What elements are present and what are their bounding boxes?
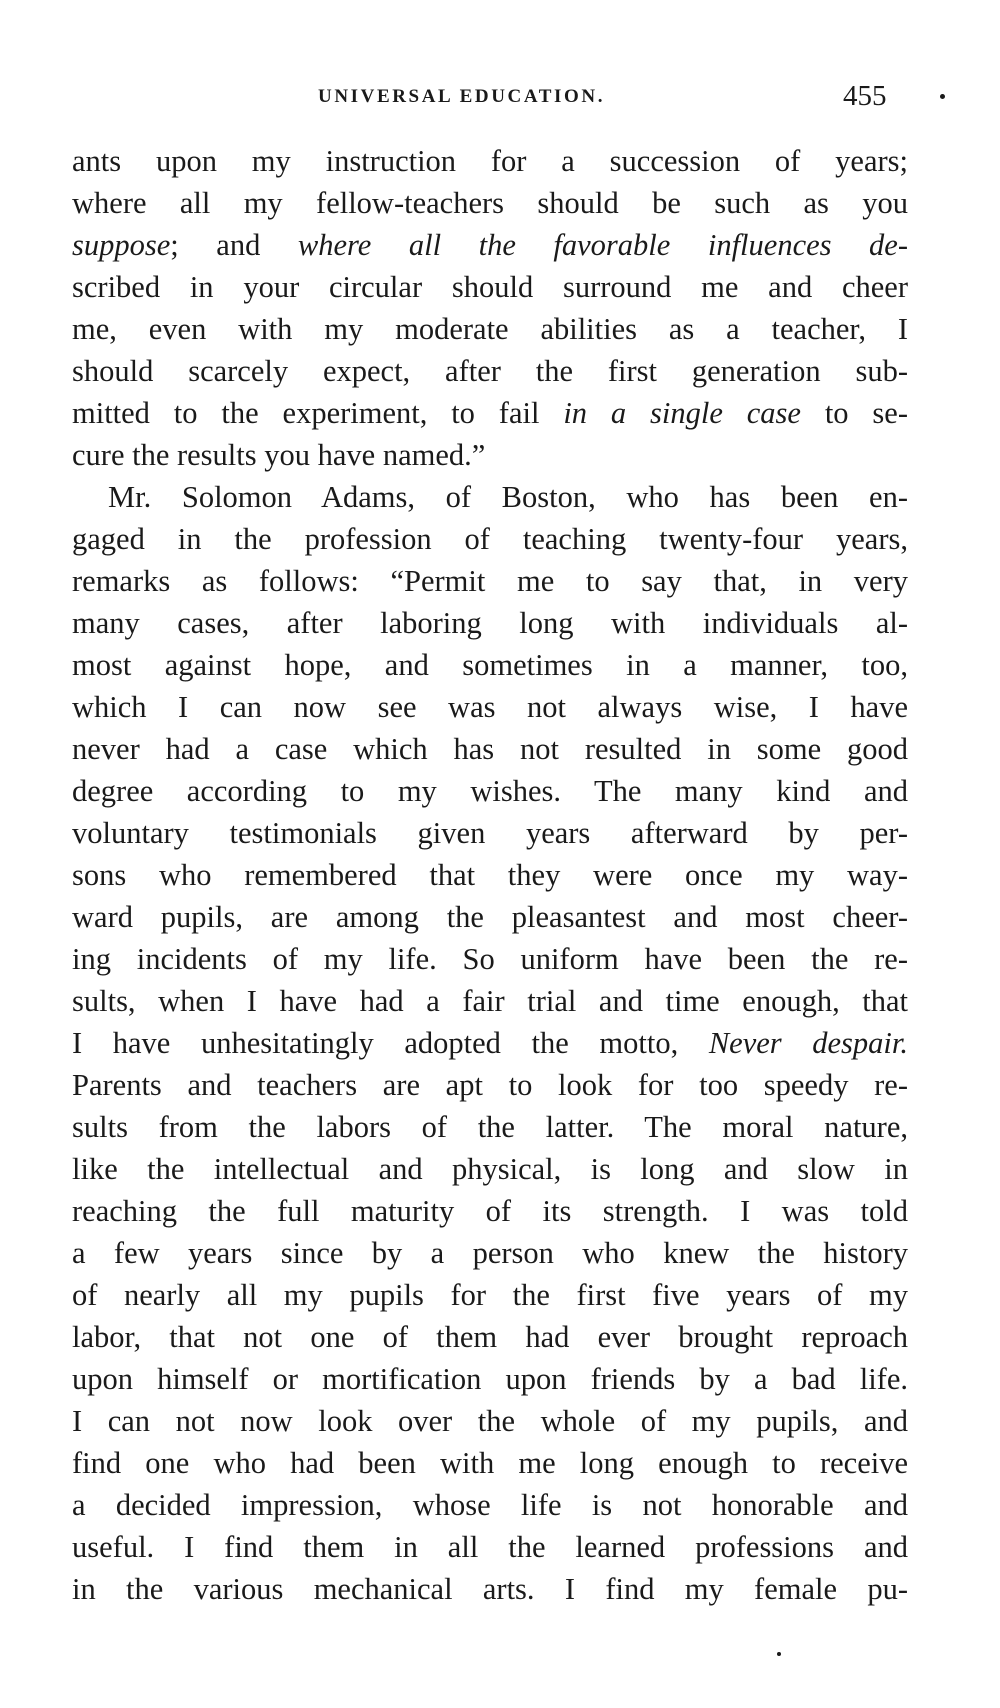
paragraph-solomon-adams — [72, 476, 908, 1610]
text-line: labor, that not one of them had ever brought reproach — [72, 1320, 908, 1354]
text-line: scribed in your circular should surround me and cheer — [72, 270, 908, 304]
body-text — [72, 140, 908, 1610]
text-line: where all my fellow-teachers should be such as you — [72, 186, 908, 220]
text-line: remarks as follows: “Permit me to say that, in very — [72, 564, 908, 598]
text-line: degree according to my wishes. The many kind and — [72, 774, 908, 808]
text-line: a decided impression, whose life is not honorable and — [72, 1488, 908, 1522]
text-line: ward pupils, are among the pleasantest and most cheer- — [72, 900, 908, 934]
text-line — [72, 224, 908, 266]
text-line: reaching the full maturity of its strength. I was told — [72, 1194, 908, 1228]
text-line: which I can now see was not always wise, I have — [72, 690, 908, 724]
text-line: upon himself or mortification upon friends by a bad life. — [72, 1362, 908, 1396]
ink-dot-mark — [777, 1652, 781, 1656]
text-line: Parents and teachers are apt to look for too speedy re- — [72, 1068, 908, 1102]
italic-text: suppose — [72, 228, 171, 262]
text-line — [72, 392, 908, 434]
text-line: gaged in the profession of teaching twenty-four years, — [72, 522, 908, 556]
page-number: 455 — [843, 80, 887, 112]
text-line: like the intellectual and physical, is long and slow in — [72, 1152, 908, 1186]
text-line: sults from the labors of the latter. The moral nature, — [72, 1110, 908, 1144]
text-line: should scarcely expect, after the first generation sub- — [72, 354, 908, 388]
text-line: sons who remembered that they were once my way- — [72, 858, 908, 892]
text-fragment: to se- — [800, 396, 908, 430]
running-title: UNIVERSAL EDUCATION. — [318, 86, 606, 107]
paragraph-continued — [72, 140, 908, 476]
text-line: ing incidents of my life. So uniform have been the re- — [72, 942, 908, 976]
text-line: a few years since by a person who knew the history — [72, 1236, 908, 1270]
text-line: useful. I find them in all the learned professions and — [72, 1530, 908, 1564]
italic-text: where all the favorable influences de- — [297, 228, 909, 262]
text-fragment: I have unhesitatingly adopted the motto, — [72, 1026, 709, 1060]
text-line: voluntary testimonials given years afterward by per- — [72, 816, 908, 850]
text-line: many cases, after laboring long with individuals al- — [72, 606, 908, 640]
running-head — [0, 80, 1000, 120]
text-line: cure the results you have named.” — [72, 438, 486, 472]
text-line: ants upon my instruction for a succession of years; — [72, 144, 908, 178]
text-line: in the various mechanical arts. I find my female pu- — [72, 1572, 908, 1606]
italic-motto: Never despair. — [708, 1026, 908, 1060]
text-fragment: mitted to the experiment, to fail — [72, 396, 564, 430]
text-line — [72, 1022, 908, 1064]
text-line: never had a case which has not resulted in some good — [72, 732, 908, 766]
italic-text: in a single case — [563, 396, 801, 430]
text-line: I can not now look over the whole of my pupils, and — [72, 1404, 908, 1438]
text-line: most against hope, and sometimes in a manner, too, — [72, 648, 908, 682]
text-line: sults, when I have had a fair trial and time enough, that — [72, 984, 908, 1018]
text-fragment: ; and — [170, 228, 298, 262]
text-line: of nearly all my pupils for the first five years of my — [72, 1278, 908, 1312]
text-line: me, even with my moderate abilities as a teacher, I — [72, 312, 908, 346]
ink-dot-mark — [940, 94, 945, 99]
text-line: find one who had been with me long enough to receive — [72, 1446, 908, 1480]
text-line: Mr. Solomon Adams, of Boston, who has been en- — [108, 480, 908, 514]
